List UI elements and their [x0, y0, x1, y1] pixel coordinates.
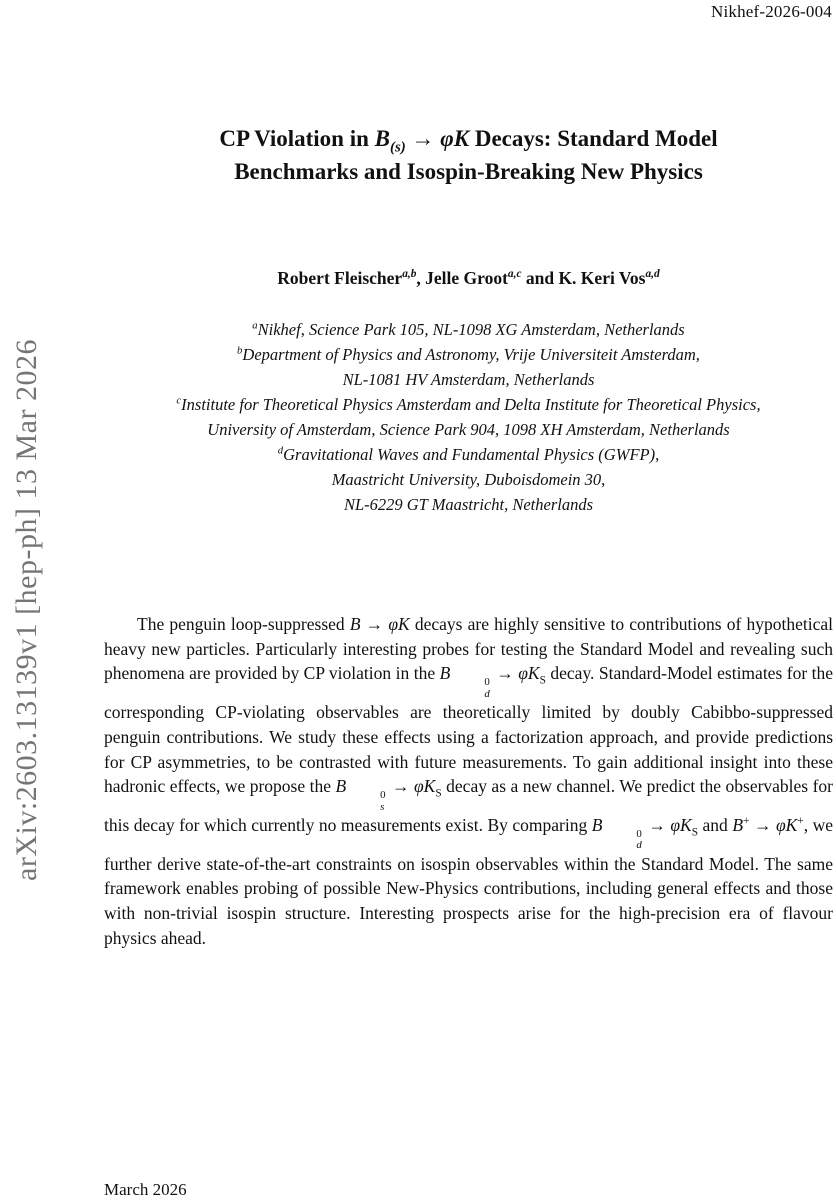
math-stacked-script: 0 s	[380, 789, 386, 813]
authors-line: Robert Fleischer$^{a,b}$, Jelle Groot$^{a,c}$ and K. Keri Vos$^{a,d}$	[277, 268, 660, 288]
affiliation-line: Maastricht University, Duboisdomein 30,	[331, 470, 606, 489]
title-line-1: CP Violation in $B_{(s)} \to \varphi K$ Decays: Standard Model	[219, 126, 718, 156]
affiliation-line: $^b$Department of Physics and Astronomy, Vrije Universiteit Amsterdam,	[237, 344, 700, 364]
affiliation-line: $^c$Institute for Theoretical Physics Amsterdam and Delta Institute for Theoretical Physics,	[176, 394, 761, 414]
affiliations-block	[104, 317, 833, 517]
abstract-paragraph: The penguin loop-suppressed B → φK decays are highly sensitive to contributions of hypothetical heavy new particles. Particularly interesting probes for testing the Standard Model and revealing such phenomena are provided by CP violation in the B 0 d → $\varphi K_S$ decay. Standard-Model estimates for the corresponding CP-violating observables are theoretically limited by doubly Cabibbo-suppressed penguin contributions. We study these effects using a factorization approach, and provide predictions for CP asymmetries, to be contrasted with future measurements. To gain additional insight into these hadronic effects, we propose the B 0 s → $\varphi K_S$ decay as a new channel. We predict the observables for this decay for which currently no measurements exist. By comparing B 0 d → $\varphi K_S$ and B+ → φK+, we further derive state-of-the-art constraints on isospin observables within the Standard Model. The same framework enables probing of possible New-Physics contributions, including general effects and those with non-trivial isospin structure. Interesting prospects arise for the high-precision era of flavour physics ahead.	[104, 614, 834, 948]
math-stacked-script: 0 d	[636, 827, 642, 852]
paper-title	[104, 122, 833, 188]
affiliation-line: $^d$Gravitational Waves and Fundamental Physics (GWFP),	[277, 444, 660, 464]
affiliation-line: University of Amsterdam, Science Park 904, 1098 XH Amsterdam, Netherlands	[207, 420, 730, 439]
report-number: Nikhef-2026-004	[710, 2, 832, 21]
math-stacked-script: 0 d	[484, 676, 490, 700]
affiliation-line: NL-6229 GT Maastricht, Netherlands	[343, 495, 594, 514]
content-column	[104, 0, 833, 1200]
date-footer: March 2026	[104, 1180, 187, 1199]
affiliation-line: $^a$Nikhef, Science Park 105, NL-1098 XG Amsterdam, Netherlands	[252, 319, 685, 339]
title-line-2: Benchmarks and Isospin-Breaking New Physics	[234, 159, 703, 184]
affiliation-line: NL-1081 HV Amsterdam, Netherlands	[342, 370, 595, 389]
arxiv-watermark: arXiv:2603.13139v1 [hep-ph] 13 Mar 2026	[10, 339, 43, 881]
